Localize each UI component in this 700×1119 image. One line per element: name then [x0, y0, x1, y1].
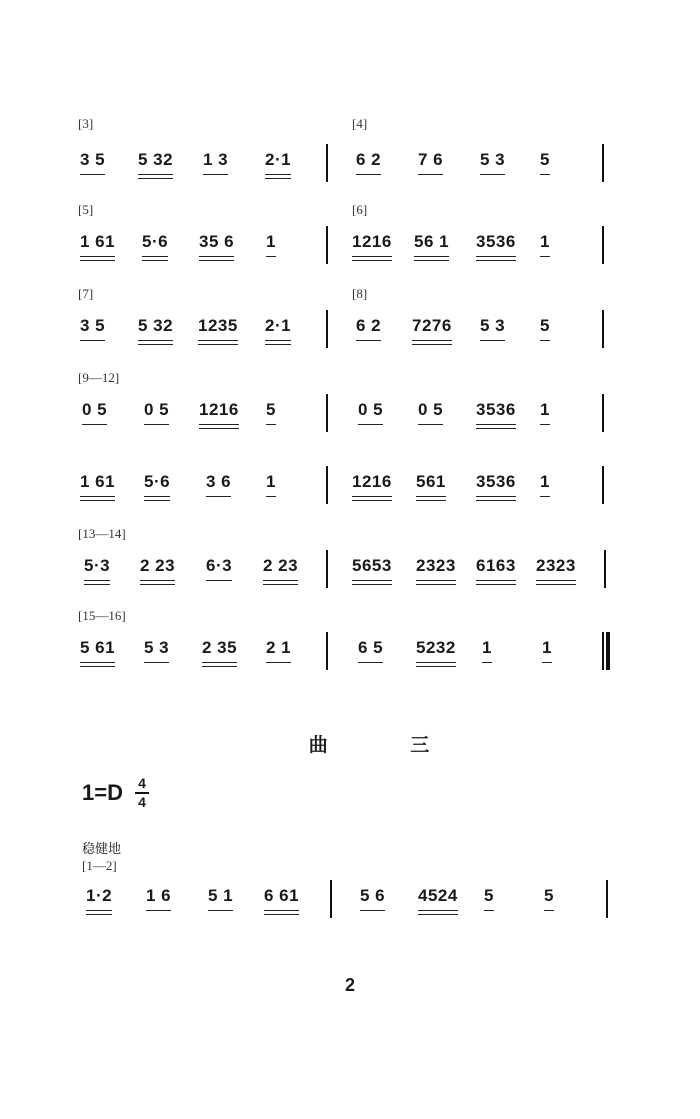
note-group: 3 6 — [206, 472, 232, 491]
barline — [326, 310, 328, 348]
note-group: 2 23 — [140, 556, 176, 575]
note-group: 6 5 — [358, 638, 384, 657]
measure-label: [8] — [352, 286, 368, 301]
measure-label: [5] — [78, 202, 94, 217]
note-group: 2 23 — [263, 556, 299, 575]
note-group: 3 5 — [80, 316, 106, 335]
tempo-marking: 稳健地 — [82, 842, 122, 857]
note-group: 1 6 — [146, 886, 172, 905]
time-signature-top: 4 — [138, 775, 146, 791]
notation-row — [0, 226, 700, 270]
note-group: 1 — [540, 232, 550, 251]
measure-label: [3] — [78, 116, 94, 131]
barline — [326, 144, 328, 182]
note-group: 7276 — [412, 316, 452, 335]
note-group: 5·6 — [142, 232, 169, 251]
note-group: 1216 — [352, 232, 392, 251]
note-group: 1 — [540, 472, 550, 491]
barline — [330, 880, 332, 918]
note-group: 5 — [484, 886, 494, 905]
note-group: 5 — [544, 886, 554, 905]
note-group: 561 — [416, 472, 446, 491]
measure-label: [7] — [78, 286, 94, 301]
note-group: 2323 — [416, 556, 456, 575]
time-signature — [135, 776, 149, 810]
barline — [326, 394, 328, 432]
note-group: 5·3 — [84, 556, 111, 575]
note-group: 5 32 — [138, 316, 174, 335]
note-group: 5 3 — [480, 316, 506, 335]
note-group: 1 — [482, 638, 492, 657]
notation-row — [0, 632, 700, 676]
barline — [604, 550, 606, 588]
final-barline-thick — [606, 632, 610, 670]
note-group: 1 61 — [80, 472, 116, 491]
note-group: 6 61 — [264, 886, 300, 905]
note-group: 2·1 — [265, 150, 292, 169]
barline — [326, 466, 328, 504]
barline — [602, 310, 604, 348]
note-group: 5 32 — [138, 150, 174, 169]
note-group: 5 61 — [80, 638, 116, 657]
note-group: 5 — [540, 316, 550, 335]
note-group: 3536 — [476, 400, 516, 419]
note-group: 1 3 — [203, 150, 229, 169]
final-barline-thin — [602, 632, 604, 670]
note-group: 5653 — [352, 556, 392, 575]
note-group: 1216 — [199, 400, 239, 419]
note-group: 5 3 — [480, 150, 506, 169]
note-group: 2 35 — [202, 638, 238, 657]
note-group: 5 3 — [144, 638, 170, 657]
measure-label: [4] — [352, 116, 368, 131]
note-group: 5 — [266, 400, 276, 419]
measure-label: [6] — [352, 202, 368, 217]
note-group: 2·1 — [265, 316, 292, 335]
note-group: 0 5 — [144, 400, 170, 419]
note-group: 0 5 — [418, 400, 444, 419]
note-group: 3536 — [476, 472, 516, 491]
measure-label: [1—2] — [82, 858, 117, 873]
note-group: 5·6 — [144, 472, 171, 491]
note-group: 0 5 — [82, 400, 108, 419]
notation-row — [0, 880, 700, 924]
time-signature-bottom: 4 — [138, 794, 146, 810]
note-group: 1 — [266, 232, 276, 251]
note-group: 1235 — [198, 316, 238, 335]
barline — [326, 632, 328, 670]
note-group: 1216 — [352, 472, 392, 491]
note-group: 3536 — [476, 232, 516, 251]
note-group: 35 6 — [199, 232, 235, 251]
note-group: 4524 — [418, 886, 458, 905]
note-group: 5 — [540, 150, 550, 169]
note-group: 3 5 — [80, 150, 106, 169]
notation-row — [0, 394, 700, 438]
notation-row — [0, 310, 700, 354]
note-group: 6 2 — [356, 316, 382, 335]
measure-label: [13—14] — [78, 526, 126, 541]
barline — [326, 550, 328, 588]
note-group: 1 — [540, 400, 550, 419]
note-group: 0 5 — [358, 400, 384, 419]
barline — [606, 880, 608, 918]
page-number: 2 — [344, 975, 355, 995]
note-group: 2323 — [536, 556, 576, 575]
note-group: 56 1 — [414, 232, 450, 251]
note-group: 6163 — [476, 556, 516, 575]
barline — [602, 394, 604, 432]
note-group: 1 61 — [80, 232, 116, 251]
key-signature: 1=D — [82, 780, 123, 805]
note-group: 2 1 — [266, 638, 292, 657]
section-title: 曲 三 — [308, 734, 468, 756]
notation-row — [0, 550, 700, 594]
note-group: 1·2 — [86, 886, 113, 905]
notation-row — [0, 466, 700, 510]
note-group: 6 2 — [356, 150, 382, 169]
note-group: 5 6 — [360, 886, 386, 905]
note-group: 1 — [266, 472, 276, 491]
barline — [602, 144, 604, 182]
notation-row — [0, 144, 700, 188]
measure-label: [15—16] — [78, 608, 126, 623]
note-group: 1 — [542, 638, 552, 657]
note-group: 7 6 — [418, 150, 444, 169]
barline — [602, 226, 604, 264]
note-group: 5 1 — [208, 886, 234, 905]
measure-label: [9—12] — [78, 370, 120, 385]
barline — [326, 226, 328, 264]
barline — [602, 466, 604, 504]
note-group: 5232 — [416, 638, 456, 657]
note-group: 6·3 — [206, 556, 233, 575]
